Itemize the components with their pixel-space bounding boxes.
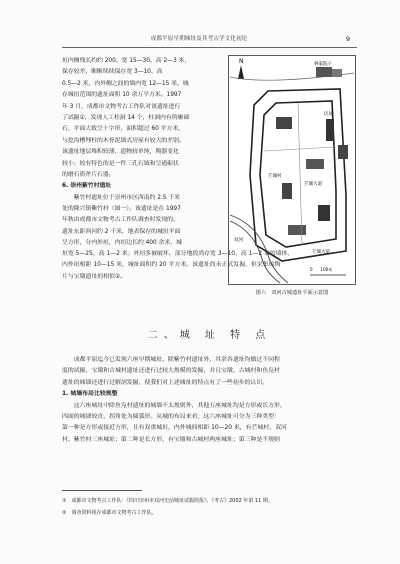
road-label-low: 芒城大道: [312, 250, 330, 255]
text-line: 与挖沟槽埋柱的木骨泥墙式房屋有较大的差别。: [62, 137, 185, 144]
text-line: 紫竹村遗址位于崇州市区西南约 2.5 千米: [62, 194, 180, 201]
footnote-item: ② 调查资料现存成都市文物考古工作队。: [62, 510, 157, 516]
text-line: 石，平面大致呈十字形，面积超过 60 平方米，: [62, 126, 185, 133]
section-heading: 二、城 址 特 点: [147, 330, 272, 341]
left-column-text: [62, 56, 222, 250]
text-line: 年秋由成都市文物考古工作队调查时发现的。: [62, 217, 179, 224]
text-line: 片与宝墩遗址的相似②。: [62, 273, 127, 280]
text-line: 遗址的城墙还进行过解剖发掘，使我们对上述城址的特点有了一些初步的认识。: [62, 379, 269, 386]
text-line: 村、紫竹村三座城址；第二种是长方形，有宝墩和古城村两座城址；第三种是不规则: [62, 436, 280, 443]
north-arrow-label: N: [239, 58, 244, 65]
text-line: 成都平原迄今已发现六座早期城址，除紫竹村遗址外，其余各遗址均做过不同程: [62, 357, 280, 363]
text-line: 这六座城址中除鱼凫村遗址的城墙不太规则外，其他五座城址均是方形或长方形，: [62, 402, 286, 409]
text-line: 垣内侧残长约约 200、宽 15—30、高 2—3 米，: [62, 58, 191, 64]
scale-label: 0 100米: [310, 267, 333, 272]
text-line: 度的试掘，宝墩和古城村遗址还进行过较大规模的发掘，并且宝墩、古城村和鱼凫村: [62, 368, 280, 375]
road-label-mid: 芒城大道: [304, 182, 322, 187]
running-title: 成都平原早期城址及其考古学文化初论: [150, 36, 248, 42]
subheading-line: 6. 崇州紫竹村遗址: [62, 183, 112, 190]
continuation-text: [62, 249, 357, 283]
text-line: 垣宽 5—25、高 1—2 米；外垣多被破坏，部分地段尚存宽 3—10、高 1—2 米的墙体，: [62, 251, 294, 257]
text-line: 较小；较有特色的是一件三孔石钺和呈通砺状: [62, 160, 179, 167]
footnote-item: ① 成都市文物考古工作队：《四川崇州市双河史前城址试掘简报》，《考古》2002 年第 11 期。: [62, 498, 273, 504]
subheading-line: 1. 城墙布局比较规整: [62, 391, 118, 398]
text-line: 该遗址地层堆积较薄，遗物较单纯，陶器变化: [62, 149, 179, 156]
text-line: 年 3 月，成都市文物考古工作队对该遗址进行: [62, 103, 181, 110]
text-line: 处的隆兴镇紫竹村（图一）。该遗址是在 1997: [62, 206, 181, 213]
text-line: 存城垣范围的遗址面积 10 余万平方米。1997: [62, 92, 182, 99]
text-line: 保存较差，断断续续保存宽 3—10、高: [62, 69, 163, 76]
page-number: 9: [345, 35, 350, 43]
site-label: 芒城村: [268, 174, 282, 179]
house-label: 民居: [324, 112, 333, 117]
house-label-top: 林家院子: [314, 62, 332, 67]
text-line: 第一种是方形或接近方形，且有双重城垣，内外城间相距 10—20 米，有芒城村、双河: [62, 425, 287, 432]
text-line: 遗址东距西河约 2 千米，地表保存的城垣平面: [62, 228, 181, 235]
running-header: [74, 35, 350, 45]
footnotes: [62, 495, 357, 519]
text-line: 内外垣相距 10—15 米，城址面积约 20 平方米。该遗址尚未正式发掘，但采集的陶: [62, 262, 281, 269]
text-line: 的磨石质斧片石器。: [62, 171, 115, 178]
header-rule: [62, 47, 357, 48]
text-line: 呈方形，分内外垣，内垣边长约 400 余米，城: [62, 240, 182, 247]
section-body-text: [62, 355, 357, 446]
text-line: 四面的城墙较直，拐角处为圆弧形。从城的布局来看，这六座城址可分为三种类型：: [62, 413, 280, 420]
figure-caption: 图六 双河古城遗址平面示意图: [255, 290, 329, 296]
river-label: 双河: [234, 238, 243, 243]
text-line: 了试掘①，发现人工柱洞 14 个，柱洞内有的砸础: [62, 114, 190, 121]
text-line: 0.5—2 米，内外侧之间的墙内宽 12—15 米，城: [62, 80, 189, 87]
footnote-rule: [62, 490, 142, 491]
